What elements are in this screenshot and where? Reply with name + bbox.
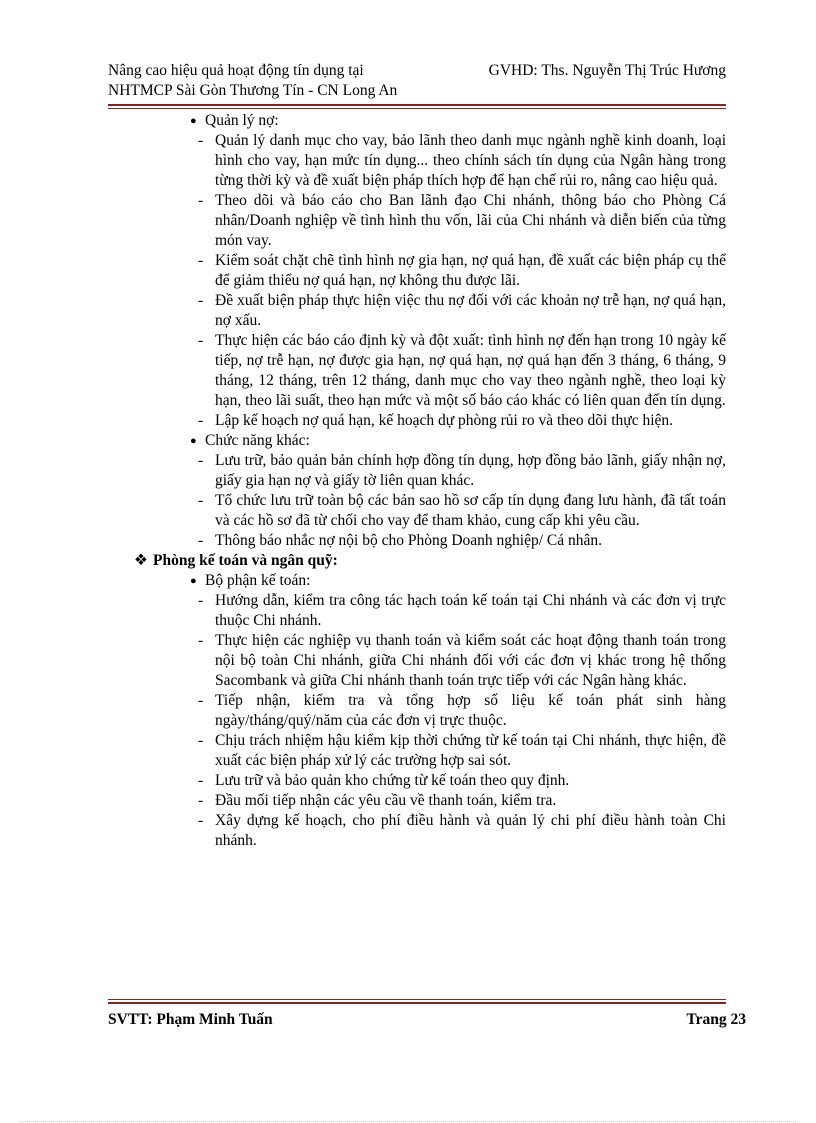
page-number: Trang 23 xyxy=(686,1011,746,1028)
page-header xyxy=(108,61,726,101)
bullet-label: Chức năng khác: xyxy=(205,432,310,449)
list-item: - Thực hiện các báo cáo định kỳ và đột xuất: tình hình nợ đến hạn trong 10 ngày kế tiếp, nợ trễ hạn, nợ được gia hạn, nợ quá hạn, nợ quá hạn đến 3 tháng, 6 tháng, 9 tháng, 12 tháng, trên 12 tháng, danh mục cho vay theo ngành nghề, theo loại kỳ hạn, theo lãi suất, theo hạn mức và một số báo cáo khác có liên quan đến tín dụng. xyxy=(198,332,726,409)
section-heading: ❖ Phòng kế toán và ngân quỹ: xyxy=(134,552,338,569)
bullet-label: Bộ phận kế toán: xyxy=(205,572,311,589)
list-item: - Tổ chức lưu trữ toàn bộ các bản sao hồ sơ cấp tín dụng đang lưu hành, đã tất toán và các hồ sơ đã từ chối cho vay để tham khảo, cung cấp khi yêu cầu. xyxy=(198,492,726,529)
page-edge-divider xyxy=(20,1121,796,1122)
bullet-label: Quản lý nợ: xyxy=(205,112,279,129)
list-item: - Chịu trách nhiệm hậu kiểm kịp thời chứng từ kế toán tại Chi nhánh, thực hiện, đề xuất các biện pháp xử lý các trường hợp sai sót. xyxy=(198,732,726,769)
footer-rule xyxy=(108,999,726,1004)
list-item: - Thực hiện các nghiệp vụ thanh toán và kiểm soát các hoạt động thanh toán trong nội bộ toàn Chi nhánh, giữa Chi nhánh đối với các đơn vị khác trong hệ thống Sacombank và giữa Chi nhánh thanh toán trực tiếp với các Ngân hàng khác. xyxy=(198,632,726,689)
page-footer xyxy=(108,1010,746,1030)
list-item: - Theo dõi và báo cáo cho Ban lãnh đạo Chi nhánh, thông báo cho Phòng Cá nhân/Doanh nghiệp về tình hình thu vốn, lãi của Chi nhánh và diễn biến của từng món vay. xyxy=(198,192,726,249)
list-item: - Kiểm soát chặt chẽ tình hình nợ gia hạn, nợ quá hạn, đề xuất các biện pháp cụ thể để giảm thiểu nợ quá hạn, nợ không thu được lãi. xyxy=(198,252,726,289)
list-item: - Hướng dẫn, kiểm tra công tác hạch toán kế toán tại Chi nhánh và các đơn vị trực thuộc Chi nhánh. xyxy=(198,592,726,629)
list-item: - Thông báo nhắc nợ nội bộ cho Phòng Doanh nghiệp/ Cá nhân. xyxy=(198,532,603,549)
list-item: - Lập kế hoạch nợ quá hạn, kế hoạch dự phòng rủi ro và theo dõi thực hiện. xyxy=(198,412,674,429)
list-item: - Lưu trữ và bảo quản kho chứng từ kế toán theo quy định. xyxy=(198,772,570,789)
list-item: - Tiếp nhận, kiểm tra và tổng hợp số liệu kế toán phát sinh hàng ngày/tháng/quý/năm của các đơn vị trực thuộc. xyxy=(198,692,726,729)
header-advisor: GVHD: Ths. Nguyễn Thị Trúc Hương xyxy=(488,62,726,79)
list-item: - Đề xuất biện pháp thực hiện việc thu nợ đối với các khoản nợ trễ hạn, nợ quá hạn, nợ xấu. xyxy=(198,292,726,329)
header-title-line1: Nâng cao hiệu quả hoạt động tín dụng tại xyxy=(108,62,364,79)
bullet-bo-phan-ke-toan xyxy=(108,571,726,591)
list-item: - Quản lý danh mục cho vay, bảo lãnh theo danh mục ngành nghề kinh doanh, loại hình cho vay, hạn mức tín dụng... theo chính sách tín dụng của Ngân hàng trong từng thời kỳ và đề xuất biện pháp thích hợp để hạn chế rủi ro, nâng cao hiệu quả. xyxy=(198,132,726,189)
bullet-icon: ● xyxy=(190,115,197,127)
bullet-chuc-nang-khac xyxy=(108,431,726,451)
footer-student: SVTT: Phạm Minh Tuấn xyxy=(108,1011,273,1028)
diamond-bullet-icon: ❖ xyxy=(134,552,148,569)
list-item: - Lưu trữ, bảo quản bản chính hợp đồng tín dụng, hợp đồng bảo lãnh, giấy nhận nợ, giấy gia hạn nợ và giấy tờ liên quan khác. xyxy=(198,452,726,489)
bullet-icon: ● xyxy=(190,575,197,587)
bullet-icon: ● xyxy=(190,435,197,447)
header-title-line2: NHTMCP Sài Gòn Thương Tín - CN Long An xyxy=(108,82,398,99)
bullet-quan-ly-no xyxy=(108,111,726,131)
list-item: - Xây dựng kế hoạch, cho phí điều hành và quản lý chi phí điều hành toàn Chi nhánh. xyxy=(198,812,726,849)
list-item: - Đầu mối tiếp nhận các yêu cầu về thanh toán, kiểm tra. xyxy=(198,792,557,809)
page-body xyxy=(108,111,726,851)
header-rule xyxy=(108,104,726,109)
